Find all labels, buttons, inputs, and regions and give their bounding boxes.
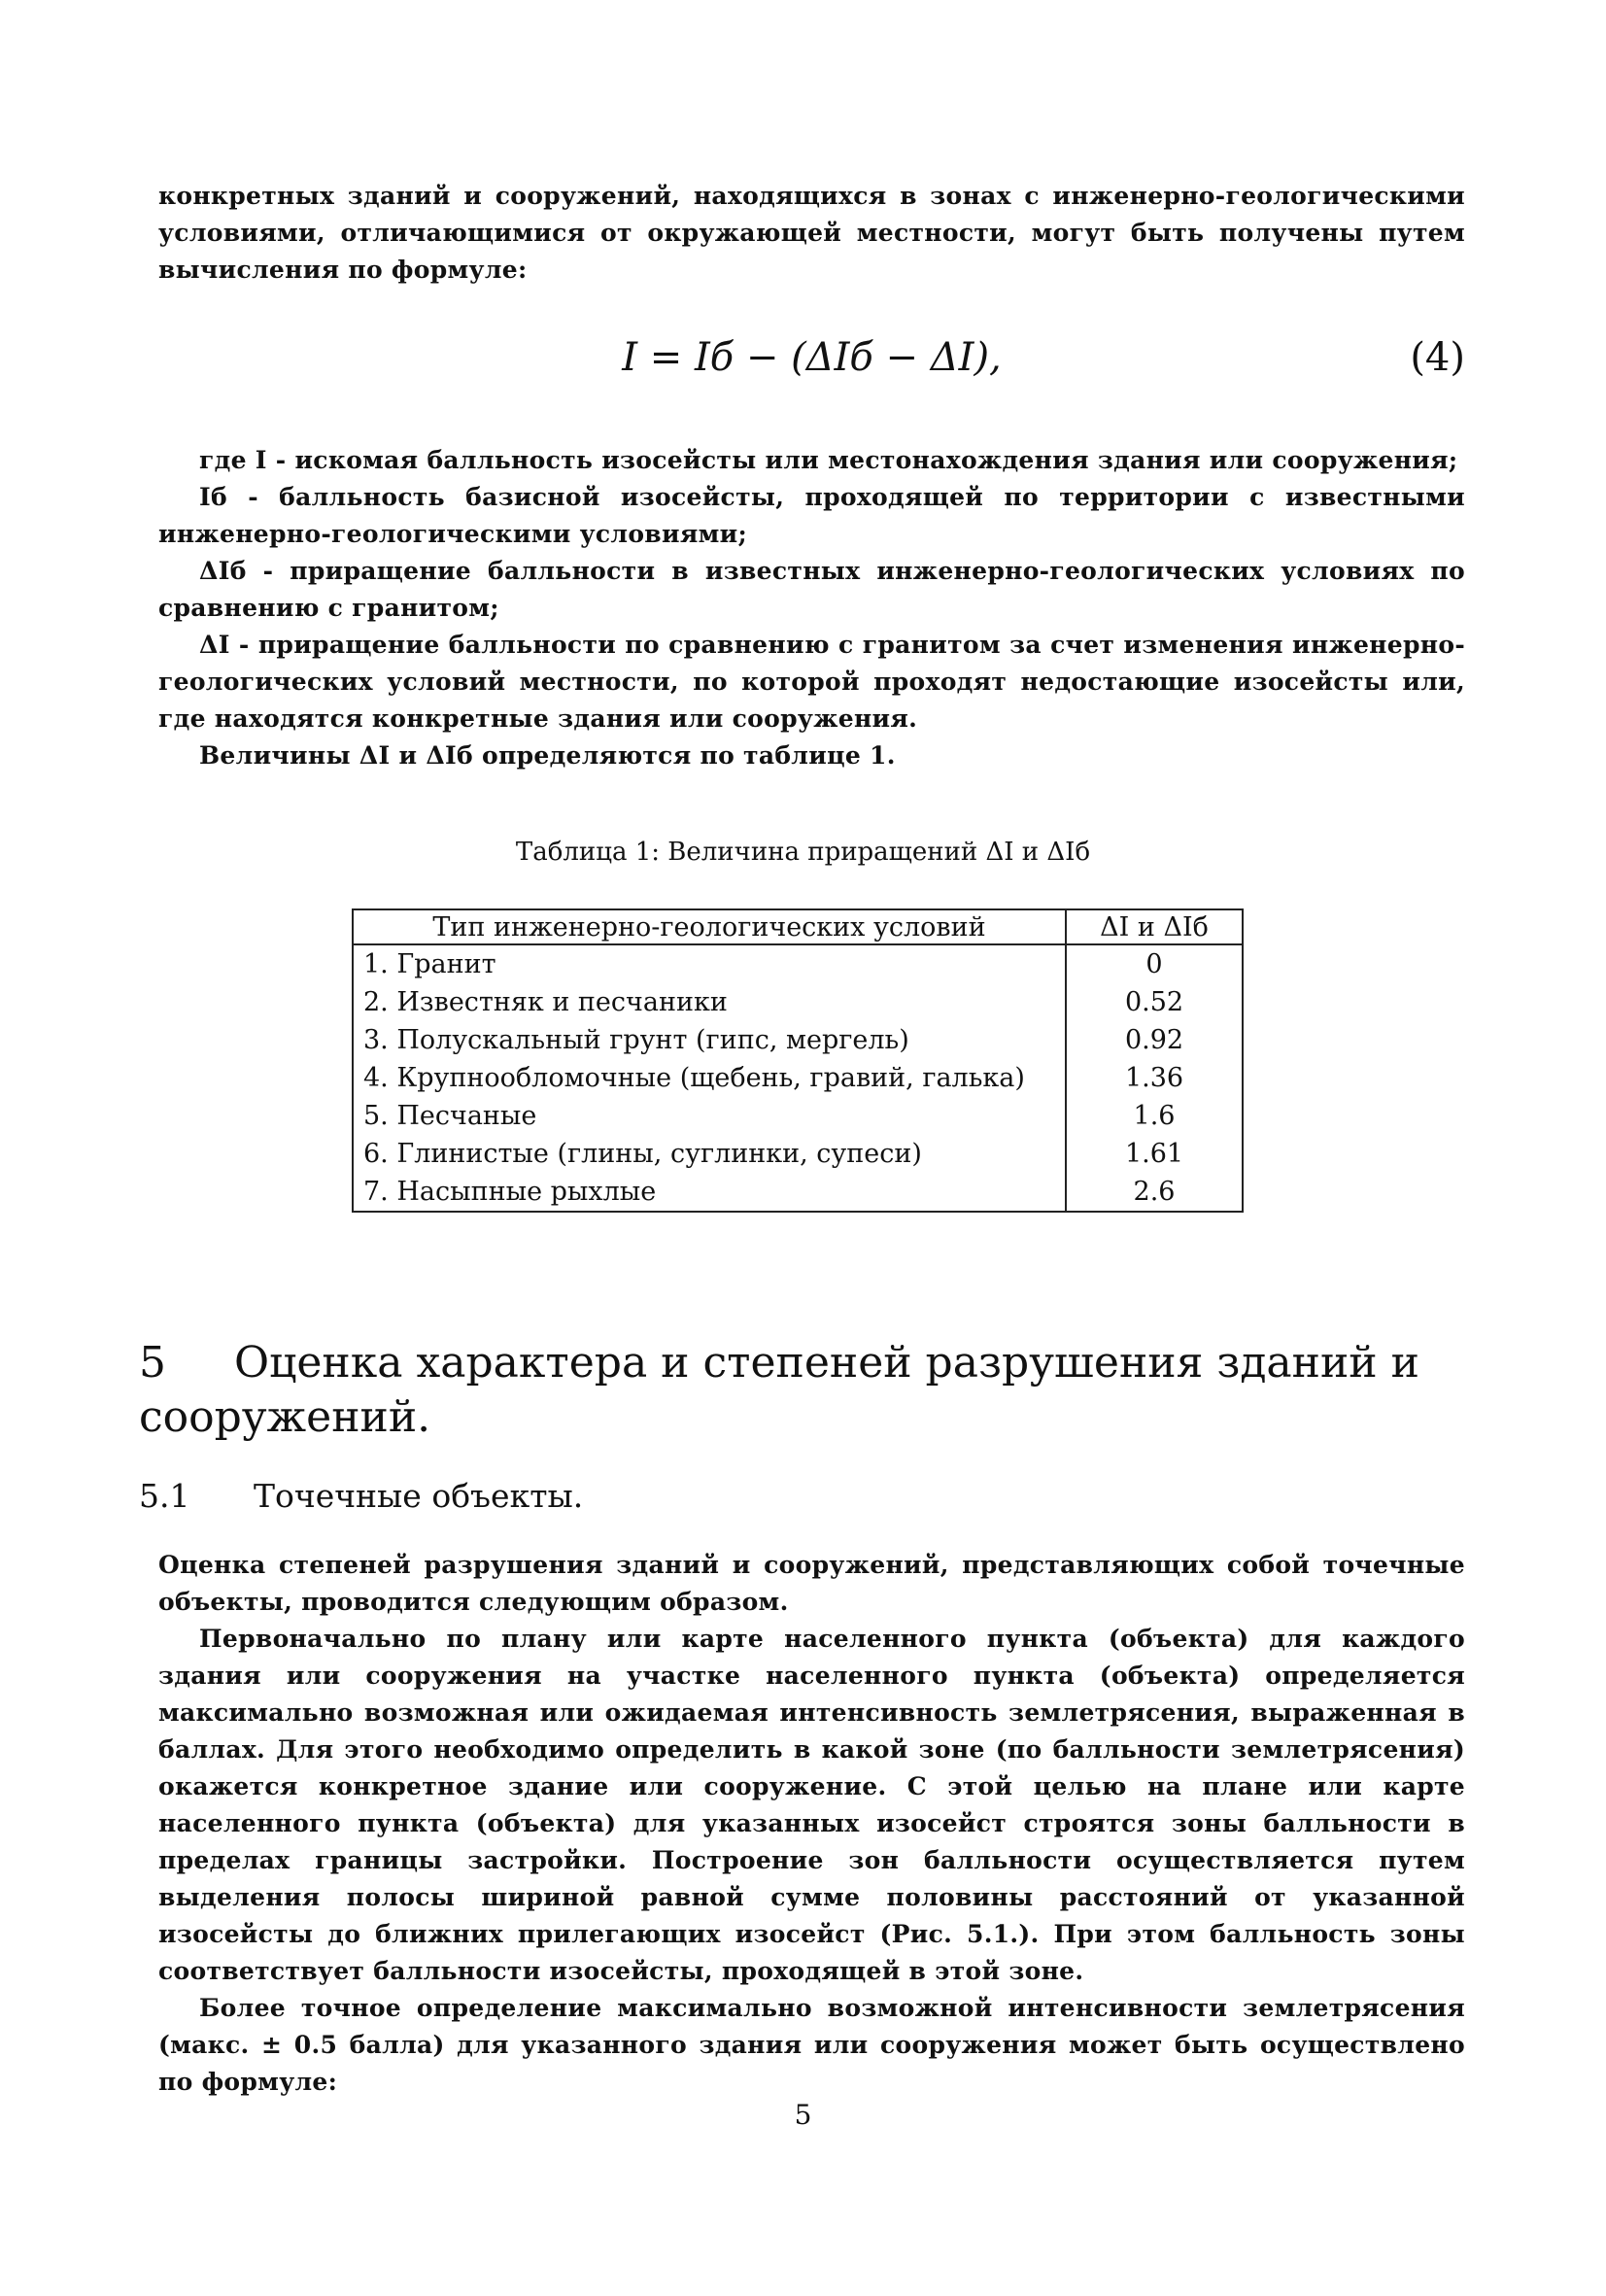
subsection-title: Точечные объекты. [254, 1477, 584, 1515]
table-row [353, 1097, 1243, 1135]
intro-paragraph: конкретных зданий и сооружений, находящихся в зонах с инженерно-геологическими условиями, отличающимися от окружающей местности, могут быть получены путем вычисления по формуле: [158, 182, 1465, 284]
section-heading [139, 1336, 1480, 1445]
table-cell-value: 0.52 [1066, 983, 1243, 1021]
table-cell-type: 3. Полускальный грунт (гипс, мергель) [353, 1021, 1066, 1059]
formula-expression: I = Iб − (ΔIб − ΔI), [622, 335, 1002, 380]
table-row [353, 1021, 1243, 1059]
formula-number: (4) [1410, 335, 1465, 380]
table-header-value: ΔI и ΔIб [1066, 909, 1243, 944]
table-row [353, 1059, 1243, 1097]
section-title: Оценка характера и степеней разрушения зданий и сооружений. [139, 1338, 1419, 1442]
table-cell-type: 2. Известняк и песчаники [353, 983, 1066, 1021]
page-number: 5 [794, 2099, 812, 2131]
table-header-type: Тип инженерно-геологических условий [353, 909, 1066, 944]
table-row [353, 983, 1243, 1021]
definition-item: ΔIб - приращение балльности в известных инженерно-геологических условиях по сравнению с гранитом; [158, 557, 1465, 622]
table-cell-type: 6. Глинистые (глины, суглинки, супеси) [353, 1135, 1066, 1173]
definition-item: ΔI - приращение балльности по сравнению с гранитом за счет изменения инженерно-геологических условий местности, по которой проходят недостающие изосейсты или, где находятся конкретные здания или сооружения. [158, 631, 1465, 733]
table-caption: Таблица 1: Величина приращений ΔI и ΔIб [515, 838, 1091, 867]
table-row [353, 1173, 1243, 1212]
subsection-heading [139, 1477, 583, 1515]
formula-row [158, 335, 1465, 394]
table-cell-value: 1.36 [1066, 1059, 1243, 1097]
definition-item: где I - искомая балльность изосейсты или местонахождения здания или сооружения; [199, 446, 1458, 474]
subsection-number: 5.1 [139, 1477, 190, 1515]
section-paragraph: Оценка степеней разрушения зданий и сооружений, представляющих собой точечные объекты, проводится следующим образом. [158, 1551, 1465, 1616]
table-cell-value: 2.6 [1066, 1173, 1243, 1212]
table-cell-type: 7. Насыпные рыхлые [353, 1173, 1066, 1212]
section-paragraph: Первоначально по плану или карте населенного пункта (объекта) для каждого здания или сооружения на участке населенного пункта (объекта) определяется максимально возможная или ожидаемая интенсивность землетрясения, выраженная в баллах. Для этого необходимо определить в какой зоне (по балльности землетрясения) окажется конкретное здание или сооружение. С этой целью на плане или карте населенного пункта (объекта) для указанных изосейст строятся зоны балльности в пределах границы застройки. Построение зон балльности осуществляется путем выделения полосы шириной равной сумме половины расстояний от указанной изосейсты до ближних прилегающих изосейст (Рис. 5.1.). При этом балльность зоны соответствует балльности изосейсты, проходящей в этой зоне. [158, 1625, 1465, 1985]
table-row [353, 1135, 1243, 1173]
table-cell-type: 1. Гранит [353, 944, 1066, 983]
table-row [353, 944, 1243, 983]
table-cell-type: 4. Крупнообломочные (щебень, гравий, галька) [353, 1059, 1066, 1097]
table-cell-value: 0.92 [1066, 1021, 1243, 1059]
definitions-block [158, 442, 1465, 774]
definition-item: Величины ΔI и ΔIб определяются по таблице 1. [199, 741, 896, 770]
table-cell-value: 0 [1066, 944, 1243, 983]
table-header-row [353, 909, 1243, 944]
table-cell-type: 5. Песчаные [353, 1097, 1066, 1135]
data-table [352, 908, 1244, 1213]
section-number: 5 [139, 1338, 166, 1388]
section-body [158, 1547, 1465, 2101]
section-paragraph: Более точное определение максимально возможной интенсивности землетрясения (макс. ± 0.5 балла) для указанного здания или сооружения может быть осуществлено по формуле: [158, 1994, 1465, 2096]
definition-item: Iб - балльность базисной изосейсты, проходящей по территории с известными инженерно-геологическими условиями; [158, 483, 1465, 548]
table-cell-value: 1.61 [1066, 1135, 1243, 1173]
table-cell-value: 1.6 [1066, 1097, 1243, 1135]
intro-block [158, 178, 1465, 289]
